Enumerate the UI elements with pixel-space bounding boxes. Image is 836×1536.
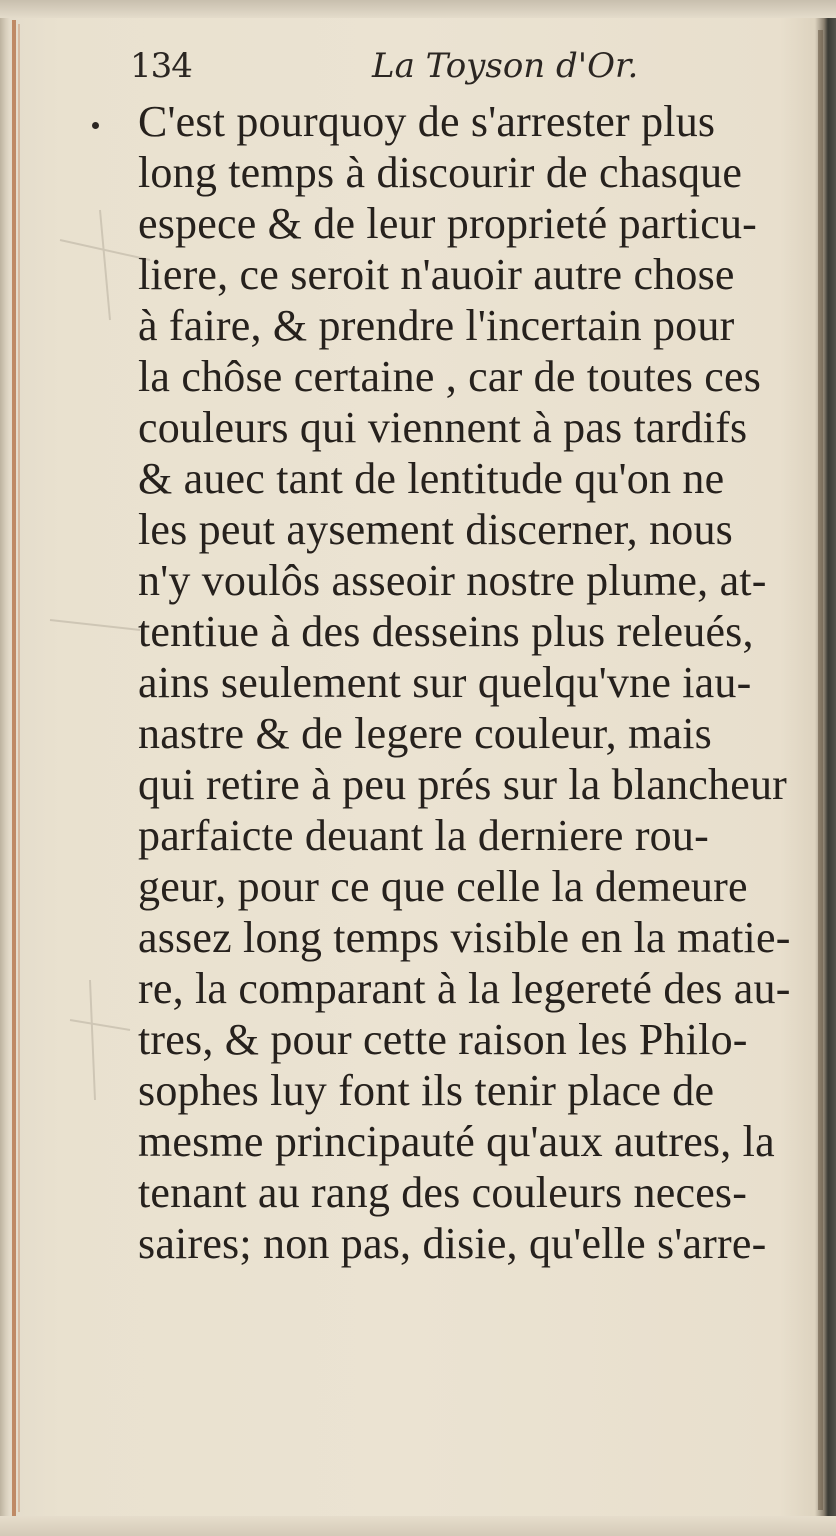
text-line [138, 708, 798, 759]
text-line [138, 96, 798, 147]
text-line-content: C'est pourquoy de s'arrester plus [138, 97, 716, 146]
running-title: La Toyson d'Or. [372, 46, 639, 86]
text-line [138, 504, 798, 555]
text-line-content: n'y voulôs asseoir nostre plume, at- [138, 556, 767, 605]
text-line-content: espece & de leur proprieté particu- [138, 199, 758, 248]
text-line-content: tenant au rang des couleurs neces- [138, 1168, 748, 1217]
body-text [138, 96, 798, 1269]
text-line [138, 351, 798, 402]
text-line-content: long temps à discourir de chasque [138, 148, 743, 197]
text-line [138, 198, 798, 249]
page-number: 134 [130, 46, 192, 86]
text-line [138, 657, 798, 708]
text-line [138, 147, 798, 198]
text-line [138, 861, 798, 912]
page-bottom-shadow [0, 1516, 836, 1536]
page-right-edge [818, 30, 823, 1510]
text-line [138, 1167, 798, 1218]
text-line [138, 453, 798, 504]
paragraph-mark [92, 122, 99, 129]
text-line-content: mesme principauté qu'aux autres, la [138, 1117, 775, 1166]
text-line [138, 759, 798, 810]
page-top-shadow [0, 0, 836, 18]
text-line [138, 963, 798, 1014]
text-line [138, 810, 798, 861]
text-line [138, 300, 798, 351]
text-line-content: liere, ce seroit n'auoir autre chose [138, 250, 735, 299]
text-line-content: à faire, & prendre l'incertain pour [138, 301, 735, 350]
text-line [138, 402, 798, 453]
text-line [138, 1116, 798, 1167]
text-line [138, 555, 798, 606]
text-line-content: geur, pour ce que celle la demeure [138, 862, 748, 911]
text-line-content: sophes luy font ils tenir place de [138, 1066, 715, 1115]
text-line [138, 1014, 798, 1065]
page-header [130, 40, 780, 96]
text-line-content: & auec tant de lentitude qu'on ne [138, 454, 725, 503]
text-line-content: re, la comparant à la legereté des au- [138, 964, 791, 1013]
text-line-content: parfaicte deuant la derniere rou- [138, 811, 709, 860]
text-line-content: couleurs qui viennent à pas tardifs [138, 403, 748, 452]
text-line [138, 249, 798, 300]
text-line-content: la chôse certaine , car de toutes ces [138, 352, 762, 401]
text-line-content: les peut aysement discerner, nous [138, 505, 733, 554]
text-line-content: assez long temps visible en la matie- [138, 913, 791, 962]
text-line-content: tres, & pour cette raison les Philo- [138, 1015, 748, 1064]
text-line-content: nastre & de legere couleur, mais [138, 709, 712, 758]
text-line-content: ains seulement sur quelqu'vne iau- [138, 658, 752, 707]
page-left-edge [12, 20, 16, 1516]
text-line [138, 1218, 798, 1269]
text-line-content: tentiue à des desseins plus releués, [138, 607, 754, 656]
page-left-edge-inner [18, 24, 20, 1512]
text-line [138, 1065, 798, 1116]
text-line [138, 606, 798, 657]
text-line-content: qui retire à peu prés sur la blancheur [138, 760, 787, 809]
text-line-content: saires; non pas, disie, qu'elle s'arre- [138, 1219, 767, 1268]
text-line [138, 912, 798, 963]
